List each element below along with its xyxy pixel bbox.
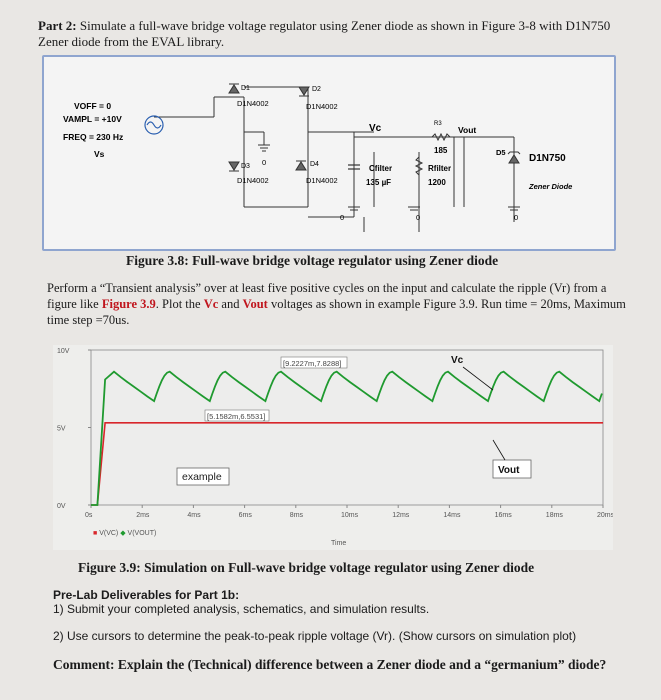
legend-vout-marker: ◆	[120, 530, 126, 537]
figure-3-9-caption: Figure 3.9: Simulation on Full-wave bridge voltage regulator using Zener diode	[78, 560, 535, 575]
x-tick-label: 16ms	[494, 512, 512, 519]
part-text: Simulate a full-wave bridge voltage regulator using Zener diode as shown in Figure 3-8 with D1N750 Zener diode from the EVAL library.	[38, 18, 611, 49]
cursor-box-2-text: [5.1582m,6.5531]	[207, 412, 266, 421]
figure-3-8-caption: Figure 3.8: Full-wave bridge voltage regulator using Zener diode	[126, 253, 499, 268]
d3-model: D1N4002	[237, 176, 269, 185]
ac-source-symbol	[145, 116, 163, 134]
x-tick-label: 0s	[85, 512, 93, 519]
part-2-heading	[38, 18, 638, 50]
deliverables-title: Pre-Lab Deliverables for Part 1b:	[53, 588, 240, 602]
comment-question: Comment: Explain the (Technical) difference between a Zener diode and a “germanium” diode?	[53, 657, 607, 672]
vc-node-label: Vc	[369, 123, 382, 134]
cfilter-value: 135 µF	[366, 178, 392, 187]
legend-vc-marker: ■	[93, 530, 98, 537]
schematic-drawing	[44, 57, 614, 249]
r3-value: 185	[434, 146, 448, 155]
legend	[93, 530, 156, 537]
x-tick-label: 14ms	[443, 512, 461, 519]
x-tick-label: 20ms	[597, 512, 613, 519]
instr-part-1: Perform a “Transient analysis” over at least five positive cycles on the input and calculate the ripple (Vr) from a figure like	[47, 281, 607, 311]
source-voff-label: VOFF = 0	[74, 101, 112, 111]
d3-ref: D3	[241, 163, 250, 170]
d4-ref: D4	[310, 161, 319, 168]
d1-ref: D1	[241, 85, 250, 92]
source-freq-label: FREQ = 230 Hz	[63, 132, 124, 142]
instructions-paragraph	[47, 280, 637, 328]
ground-label-r: 0	[416, 213, 421, 222]
x-tick-label: 12ms	[392, 512, 410, 519]
vout-node-label: Vout	[458, 125, 477, 135]
deliverable-item-2: 2) Use cursors to determine the peak-to-peak ripple voltage (Vr). (Show cursors on simulation plot)	[53, 629, 577, 643]
ground-label-z: 0	[514, 213, 519, 222]
legend-vc-label: V(VC)	[99, 530, 119, 537]
d2-ref: D2	[312, 86, 321, 93]
d5-desc: Zener Diode	[529, 182, 573, 191]
ground-label: 0	[262, 158, 267, 167]
ground-label-c: 0	[340, 213, 345, 222]
x-tick-label: 6ms	[238, 512, 252, 519]
vout-reference: Vout	[242, 297, 268, 311]
source-vampl-label: VAMPL = +10V	[63, 114, 122, 124]
simulation-plot	[53, 345, 613, 550]
source-name-label: Vs	[94, 149, 105, 159]
rfilter-value: 1200	[428, 178, 446, 187]
instr-part-4: voltages as shown in example Figure 3.9. Run time = 20ms, Maximum time step =70us.	[47, 297, 626, 327]
y-tick-label: 0V	[57, 503, 66, 510]
cursor-box-1-text: [9.2227m,7.8288]	[283, 359, 342, 368]
x-tick-label: 2ms	[136, 512, 150, 519]
cfilter-name: Cfilter	[369, 164, 393, 173]
y-tick-label: 5V	[57, 425, 66, 433]
bottom-grounds	[348, 207, 520, 210]
x-axis-label: Time	[331, 540, 347, 547]
instr-part-2: . Plot the	[155, 297, 204, 311]
instr-part-3: and	[218, 297, 243, 311]
schematic-figure	[42, 55, 616, 251]
figure-3-9-reference: Figure 3.9	[101, 297, 156, 311]
legend-vout-label: V(VOUT)	[127, 530, 157, 537]
d5-ref: D5	[496, 148, 506, 157]
vc-annotation: Vc	[451, 355, 464, 366]
d4-model: D1N4002	[306, 176, 338, 185]
vc-reference: Vc	[203, 297, 219, 311]
diode-d4-symbol	[296, 161, 306, 170]
diode-d3-symbol	[229, 162, 239, 171]
vout-annotation: Vout	[498, 465, 520, 476]
simulation-chart	[53, 345, 613, 550]
example-label: example	[182, 471, 222, 483]
r3-ref: R3	[434, 121, 442, 127]
x-tick-label: 18ms	[545, 512, 563, 519]
rfilter-name: Rfilter	[428, 164, 452, 173]
ground-symbol	[258, 145, 270, 151]
d1-model: D1N4002	[237, 99, 269, 108]
x-tick-label: 4ms	[187, 512, 201, 519]
d2-model: D1N4002	[306, 102, 338, 111]
x-tick-label: 8ms	[289, 512, 304, 519]
d5-model: D1N750	[529, 153, 566, 164]
y-tick-label: 10V	[57, 348, 70, 355]
x-tick-label: 10ms	[341, 512, 359, 519]
part-label: Part 2:	[38, 18, 77, 33]
diode-d1-symbol	[229, 84, 239, 93]
deliverable-item-1: 1) Submit your completed analysis, schematics, and simulation results.	[53, 602, 430, 616]
deliverables-section	[53, 588, 643, 645]
